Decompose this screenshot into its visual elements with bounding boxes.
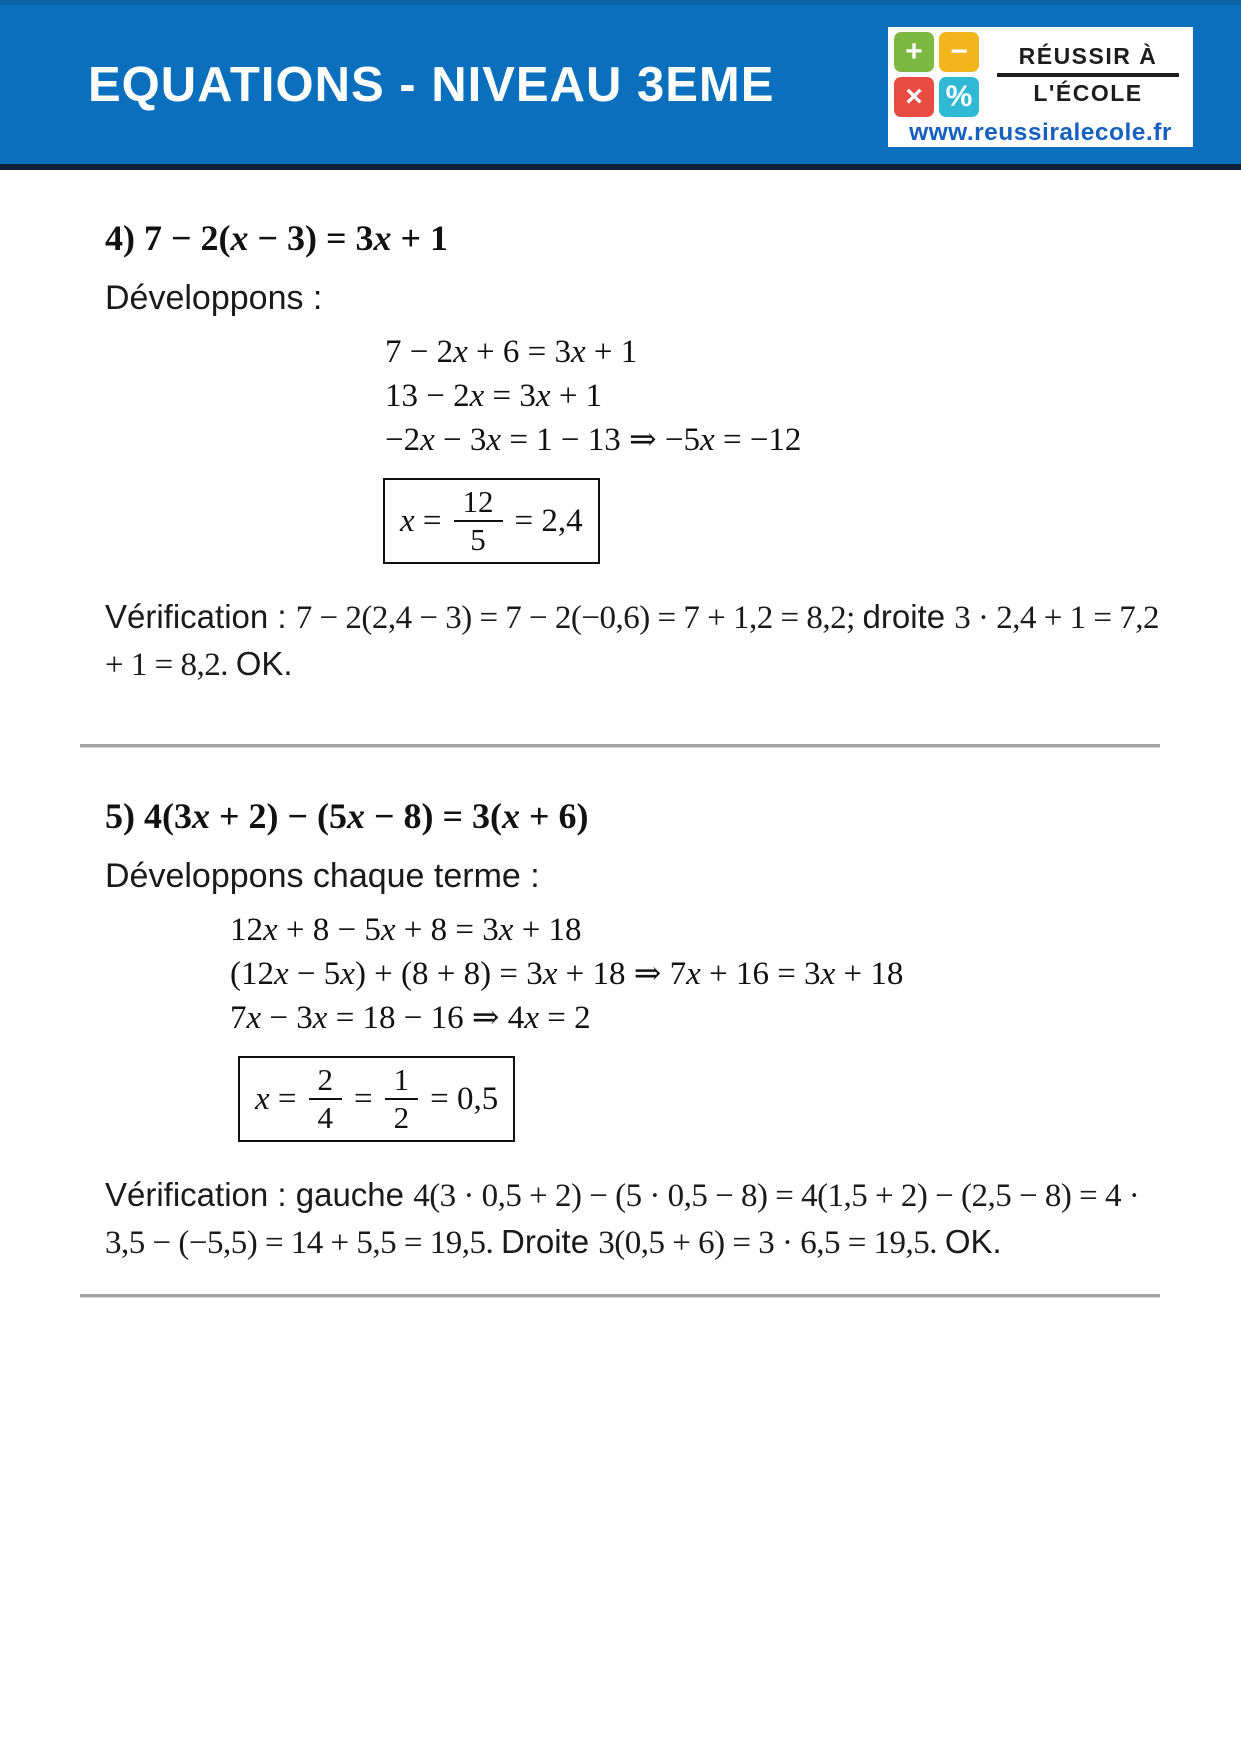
exercise-5-intro: Développons chaque terme : — [105, 857, 540, 896]
solution-prefix: x = — [400, 502, 442, 539]
multiply-icon: × — [905, 80, 923, 113]
verification-ok: OK. — [944, 1223, 1002, 1261]
percent-icon: % — [945, 80, 973, 113]
equation-step: 7x − 3x = 18 − 16 ⇒ 4x = 2 — [230, 1000, 591, 1037]
solution-box — [383, 478, 600, 564]
verification-math: 3 · 2,4 + 1 = 7,2 + 1 = 8,2. — [105, 600, 1159, 684]
section-divider — [80, 1294, 1160, 1298]
exercise-5-steps — [230, 908, 1165, 1040]
minus-icon: − — [950, 35, 968, 68]
logo-tiles — [894, 32, 979, 117]
minus-tile — [939, 32, 979, 72]
logo-main — [894, 32, 1187, 117]
verification-label: Vérification : — [105, 598, 296, 636]
verification-label: Vérification : gauche — [105, 1176, 414, 1214]
verification-math: 7 − 2(2,4 − 3) = 7 − 2(−0,6) = 7 + 1,2 = 8,2; — [295, 600, 863, 637]
verification-math: 4(3 · 0,5 + 2) − (5 · 0,5 − 8) = 4(1,5 + 2) − (2,5 − 8) = 4 · 3,5 − (−5,5) = 14 + 5,5 = 19,5. — [105, 1178, 1140, 1262]
fraction-numerator: 12 — [454, 485, 503, 522]
section-divider — [80, 744, 1160, 748]
fraction-denominator: 5 — [470, 522, 486, 558]
multiply-tile — [894, 77, 934, 117]
verification-math: 3(0,5 + 6) = 3 · 6,5 = 19,5. — [598, 1225, 945, 1262]
plus-tile — [894, 32, 934, 72]
verification-label: Droite — [501, 1223, 599, 1261]
logo-rule-divider — [997, 73, 1179, 77]
website-link[interactable]: www.reussiralecole.fr — [909, 119, 1172, 146]
verification-text — [105, 594, 1167, 688]
exercise-4-steps — [385, 330, 1165, 462]
fraction — [309, 1063, 343, 1135]
exercise-5-section — [105, 794, 1165, 1266]
fraction — [454, 485, 503, 557]
solution-box — [238, 1056, 515, 1142]
page-header — [0, 0, 1241, 170]
logo — [888, 27, 1193, 147]
equation-step: (12x − 5x) + (8 + 8) = 3x + 18 ⇒ 7x + 16 = 3x + 18 — [230, 956, 904, 993]
fraction-denominator: 2 — [393, 1100, 410, 1136]
equation-step: 7 − 2x + 6 = 3x + 1 — [385, 334, 638, 370]
solution-prefix: x = — [255, 1080, 297, 1117]
plus-icon: + — [905, 35, 923, 68]
exercise-4-section — [105, 216, 1165, 688]
exercise-5-heading: 5) 4(3x + 2) − (5x − 8) = 3(x + 6) — [105, 796, 589, 837]
exercise-4-intro: Développons : — [105, 279, 323, 317]
fraction — [385, 1063, 419, 1135]
page-title: EQUATIONS - NIVEAU 3EME — [88, 57, 775, 112]
equation-step: 13 − 2x = 3x + 1 — [385, 378, 603, 414]
logo-brand-top: RÉUSSIR À — [1018, 42, 1158, 69]
equation-step: −2x − 3x = 1 − 13 ⇒ −5x = −12 — [385, 422, 802, 458]
equation-step: 12x + 8 − 5x + 8 = 3x + 18 — [230, 912, 582, 949]
worksheet-content — [0, 216, 1241, 1298]
fraction-numerator: 2 — [309, 1063, 343, 1100]
exercise-4-heading: 4) 7 − 2(x − 3) = 3x + 1 — [105, 218, 449, 258]
logo-text — [989, 43, 1187, 107]
fraction-denominator: 4 — [317, 1100, 334, 1136]
solution-suffix: = 2,4 — [514, 502, 583, 539]
divide-tile — [939, 77, 979, 117]
logo-brand-bottom: L'ÉCOLE — [1033, 79, 1143, 106]
verification-text — [105, 1172, 1167, 1266]
solution-suffix: = 0,5 — [430, 1080, 499, 1117]
verification-ok: OK. — [235, 645, 293, 683]
equals-sign: = — [354, 1080, 373, 1117]
fraction-numerator: 1 — [385, 1063, 419, 1100]
verification-label: droite — [862, 598, 955, 636]
